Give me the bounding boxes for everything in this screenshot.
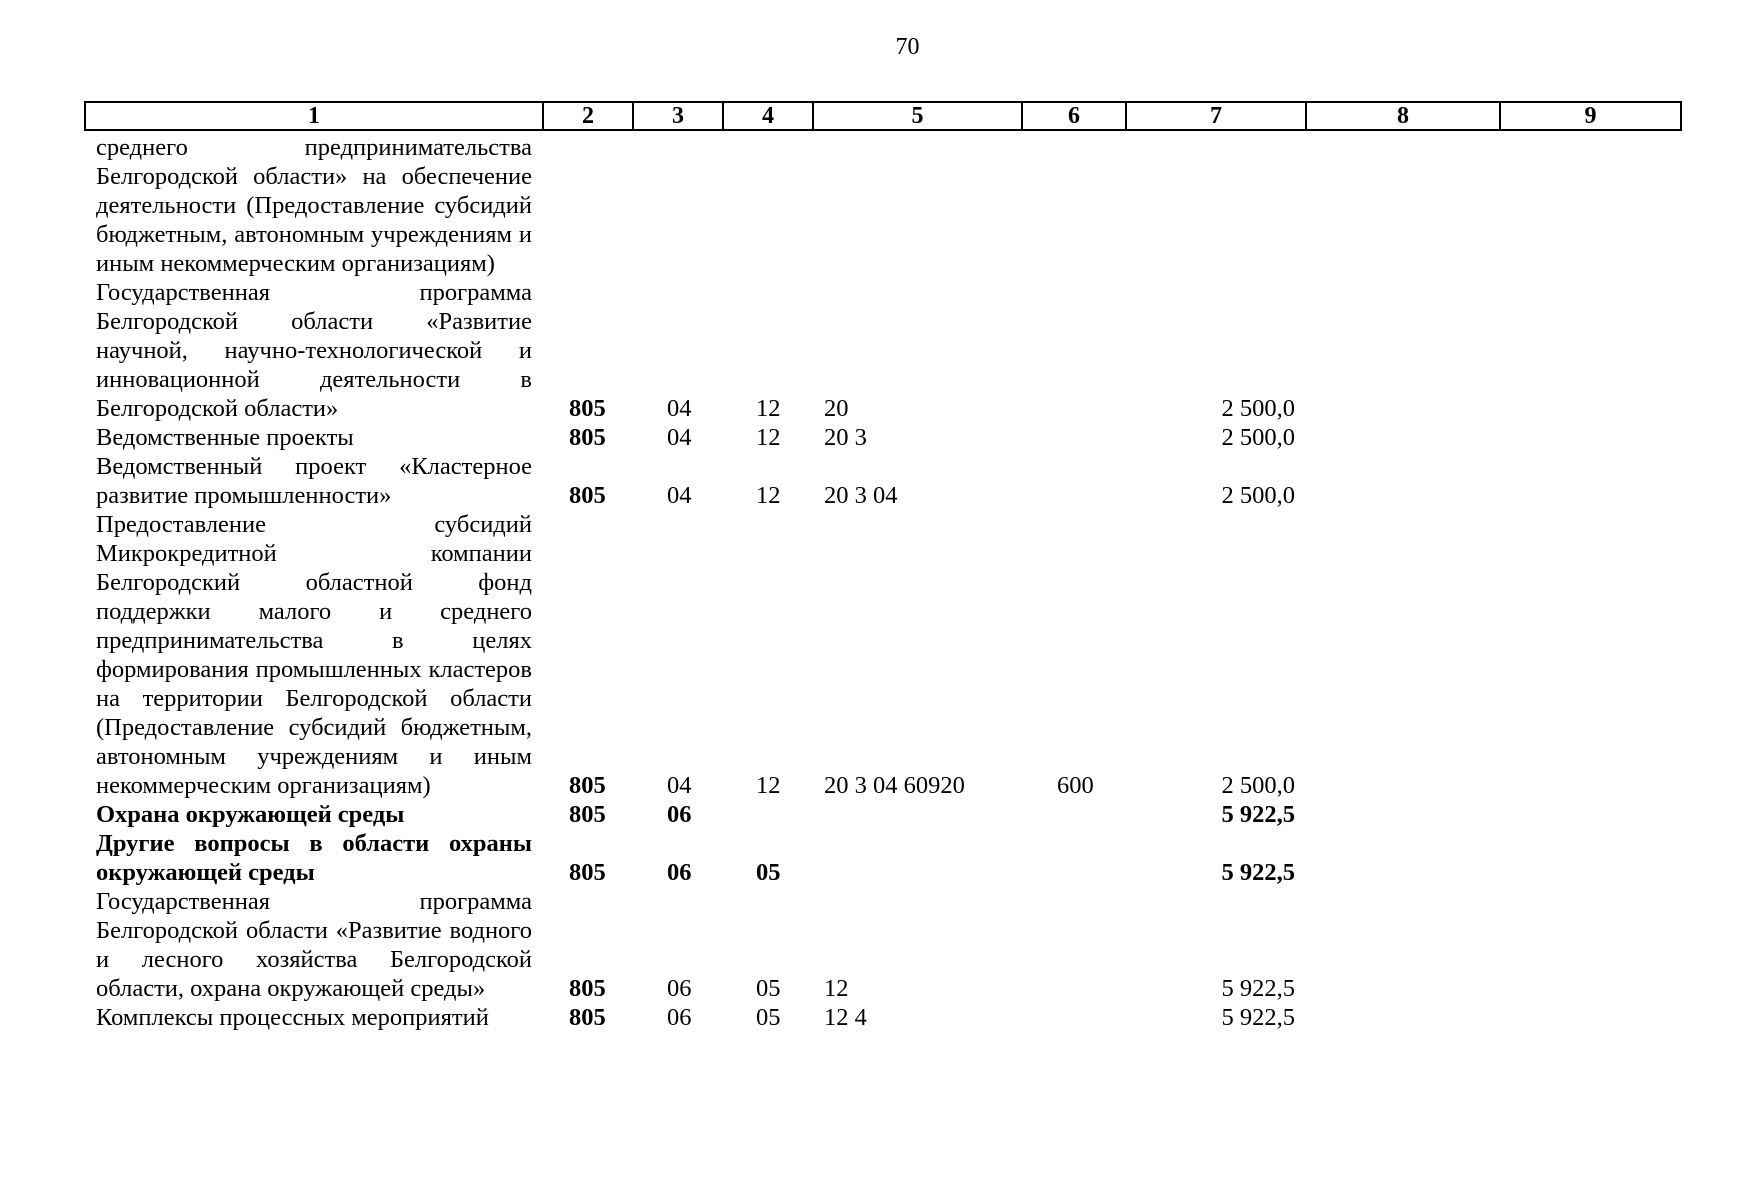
row-name: Ведомственные проекты bbox=[96, 424, 354, 451]
row-name: среднего предпринимательства Белгородской области» на обеспечение деятельности (Предоставление субсидий бюджетным, автономным учреждениям и иным некоммерческим организациям) bbox=[96, 134, 532, 277]
row-col-7: 5 922,5 bbox=[1221, 1004, 1295, 1031]
row-col-2: 805 bbox=[569, 395, 606, 422]
column-header-1: 1 bbox=[85, 102, 543, 130]
column-header-6: 6 bbox=[1022, 102, 1126, 130]
row-col-7: 5 922,5 bbox=[1221, 801, 1295, 828]
row-col-5: 12 bbox=[824, 975, 849, 1002]
row-col-5: 20 3 bbox=[824, 424, 867, 451]
row-col-9 bbox=[1500, 1003, 1681, 1032]
row-name: Государственная программа Белгородской области «Развитие водного и лесного хозяйства Белгородской области, охрана окружающей среды» bbox=[96, 888, 532, 1002]
row-col-3: 06 bbox=[667, 1004, 692, 1031]
table-row bbox=[85, 1003, 1681, 1032]
row-col-8 bbox=[1306, 800, 1500, 829]
row-col-6 bbox=[1022, 130, 1126, 278]
row-col-3: 04 bbox=[667, 772, 692, 799]
row-name: Охрана окружающей среды bbox=[96, 801, 405, 828]
row-col-2: 805 bbox=[569, 772, 606, 799]
row-col-9 bbox=[1500, 130, 1681, 278]
row-col-6: 600 bbox=[1057, 772, 1094, 799]
row-col-2: 805 bbox=[569, 801, 606, 828]
row-col-3: 06 bbox=[667, 859, 692, 886]
row-col-8 bbox=[1306, 452, 1500, 510]
table-row bbox=[85, 887, 1681, 1003]
row-col-7: 2 500,0 bbox=[1221, 424, 1295, 451]
row-col-6 bbox=[1022, 887, 1126, 1003]
row-col-5 bbox=[813, 800, 1022, 829]
row-col-8 bbox=[1306, 130, 1500, 278]
row-col-6 bbox=[1022, 829, 1126, 887]
row-col-2: 805 bbox=[569, 859, 606, 886]
row-col-8 bbox=[1306, 829, 1500, 887]
row-col-6 bbox=[1022, 423, 1126, 452]
row-col-4 bbox=[723, 800, 813, 829]
row-col-9 bbox=[1500, 800, 1681, 829]
row-col-8 bbox=[1306, 1003, 1500, 1032]
row-col-7: 5 922,5 bbox=[1221, 859, 1295, 886]
column-header-8: 8 bbox=[1306, 102, 1500, 130]
row-col-3: 06 bbox=[667, 975, 692, 1002]
row-col-5: 20 bbox=[824, 395, 849, 422]
row-col-9 bbox=[1500, 452, 1681, 510]
row-col-4: 12 bbox=[756, 772, 781, 799]
row-col-5 bbox=[813, 130, 1022, 278]
row-col-3 bbox=[633, 130, 723, 278]
row-col-5: 20 3 04 bbox=[824, 482, 898, 509]
row-col-4: 05 bbox=[756, 1004, 781, 1031]
row-col-8 bbox=[1306, 423, 1500, 452]
row-col-9 bbox=[1500, 423, 1681, 452]
row-name: Комплексы процессных мероприятий bbox=[96, 1004, 489, 1031]
column-header-2: 2 bbox=[543, 102, 633, 130]
row-col-7: 5 922,5 bbox=[1221, 975, 1295, 1002]
row-col-4: 05 bbox=[756, 859, 781, 886]
row-col-7 bbox=[1126, 130, 1306, 278]
row-col-5 bbox=[813, 829, 1022, 887]
table-row bbox=[85, 510, 1681, 800]
row-col-2 bbox=[543, 130, 633, 278]
table-row bbox=[85, 452, 1681, 510]
row-col-6 bbox=[1022, 278, 1126, 423]
table-row bbox=[85, 278, 1681, 423]
row-name: Государственная программа Белгородской области «Развитие научной, научно-технологической и инновационной деятельности в Белгородской области» bbox=[96, 279, 532, 422]
row-col-6 bbox=[1022, 800, 1126, 829]
row-col-9 bbox=[1500, 887, 1681, 1003]
row-col-3: 04 bbox=[667, 424, 692, 451]
row-col-7: 2 500,0 bbox=[1221, 395, 1295, 422]
row-col-4: 12 bbox=[756, 424, 781, 451]
row-col-7: 2 500,0 bbox=[1221, 772, 1295, 799]
column-header-4: 4 bbox=[723, 102, 813, 130]
row-col-4 bbox=[723, 130, 813, 278]
row-col-6 bbox=[1022, 1003, 1126, 1032]
row-col-5: 12 4 bbox=[824, 1004, 867, 1031]
row-col-2: 805 bbox=[569, 1004, 606, 1031]
row-col-3: 04 bbox=[667, 395, 692, 422]
row-col-9 bbox=[1500, 278, 1681, 423]
row-col-2: 805 bbox=[569, 424, 606, 451]
row-col-8 bbox=[1306, 278, 1500, 423]
row-col-4: 12 bbox=[756, 482, 781, 509]
page-number: 70 bbox=[895, 34, 920, 60]
table-row bbox=[85, 423, 1681, 452]
row-col-9 bbox=[1500, 510, 1681, 800]
row-col-8 bbox=[1306, 887, 1500, 1003]
row-col-7: 2 500,0 bbox=[1221, 482, 1295, 509]
header-row bbox=[85, 102, 1681, 130]
column-header-3: 3 bbox=[633, 102, 723, 130]
row-col-2: 805 bbox=[569, 482, 606, 509]
row-name: Другие вопросы в области охраны окружающей среды bbox=[96, 830, 532, 886]
row-col-2: 805 bbox=[569, 975, 606, 1002]
row-name: Ведомственный проект «Кластерное развитие промышленности» bbox=[96, 453, 532, 509]
row-col-8 bbox=[1306, 510, 1500, 800]
table-row bbox=[85, 130, 1681, 278]
column-header-7: 7 bbox=[1126, 102, 1306, 130]
column-header-5: 5 bbox=[813, 102, 1022, 130]
row-col-5: 20 3 04 60920 bbox=[824, 772, 965, 799]
row-col-3: 04 bbox=[667, 482, 692, 509]
table-row bbox=[85, 829, 1681, 887]
row-col-6 bbox=[1022, 452, 1126, 510]
table-row bbox=[85, 800, 1681, 829]
row-col-9 bbox=[1500, 829, 1681, 887]
column-header-9: 9 bbox=[1500, 102, 1681, 130]
row-col-3: 06 bbox=[667, 801, 692, 828]
row-col-4: 12 bbox=[756, 395, 781, 422]
row-name: Предоставление субсидий Микрокредитной компании Белгородский областной фонд поддержки малого и среднего предпринимательства в целях формирования промышленных кластеров на территории Белгородской области (Предоставление субсидий бюджетным, автономным учреждениям и иным некоммерческим организациям) bbox=[96, 511, 532, 799]
row-col-4: 05 bbox=[756, 975, 781, 1002]
budget-table bbox=[84, 101, 1682, 1032]
